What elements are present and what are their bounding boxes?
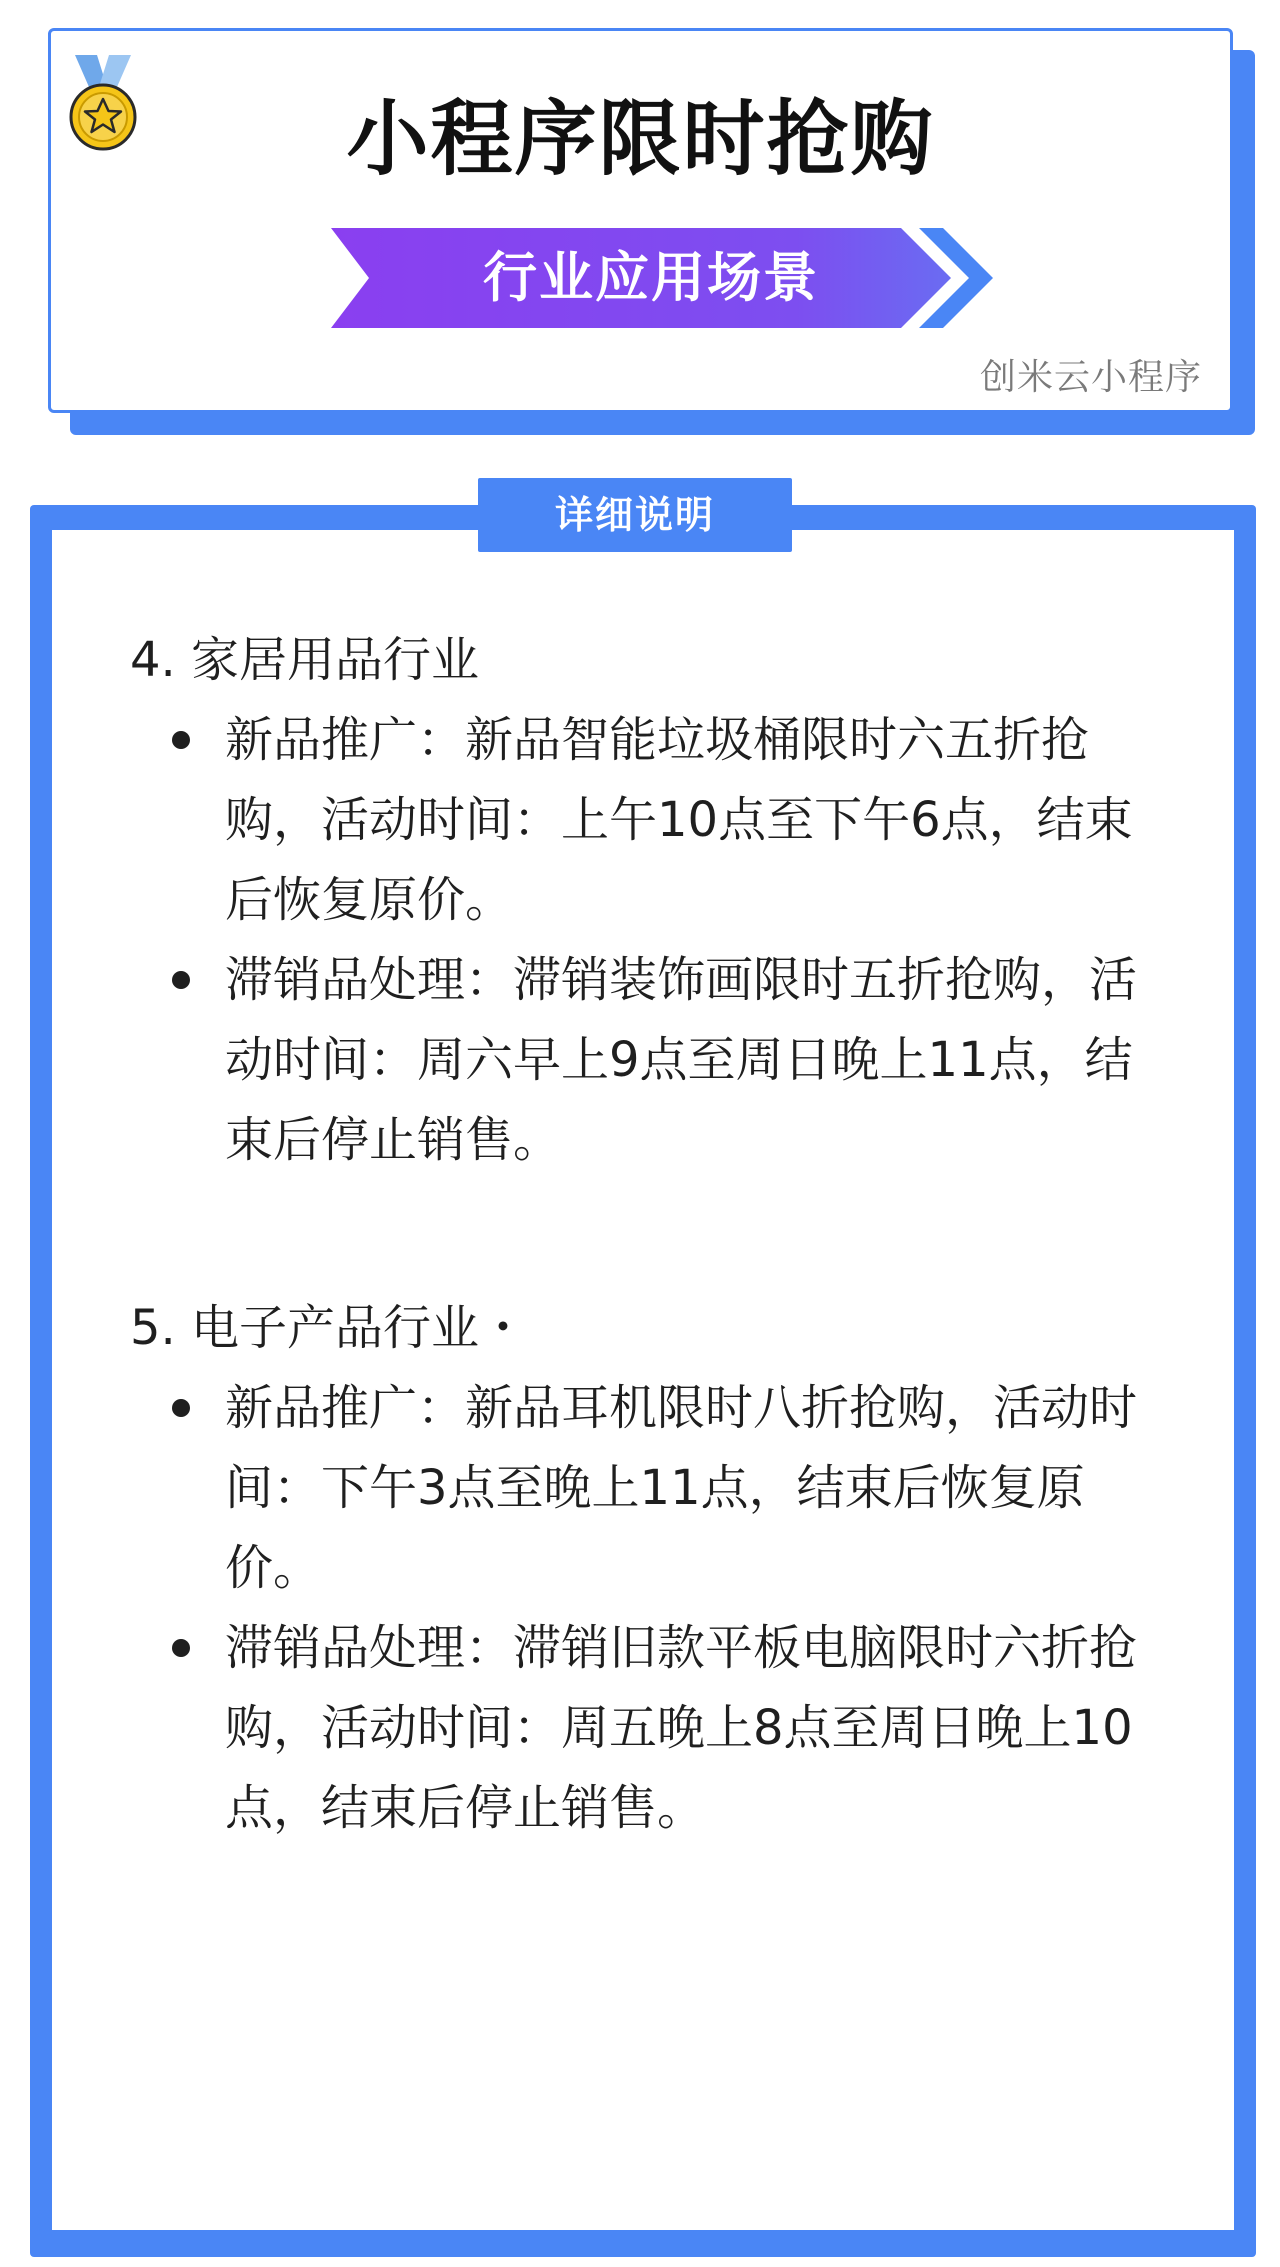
list-item: [130, 1368, 1150, 1608]
brand-name: 创米云小程序: [979, 357, 1202, 398]
list-item: [130, 940, 1150, 1180]
list-item-text: 滞销品处理：滞销旧款平板电脑限时六折抢购，活动时间：周五晚上8点至周日晚上10点，结束后停止销售。: [225, 1620, 1138, 1836]
bullet-dot-icon: [172, 1399, 190, 1417]
ribbon-label: 行业应用场景: [483, 246, 819, 309]
section-heading: 5. 电子产品行业・: [130, 1300, 528, 1356]
section-electronics: [130, 1288, 1150, 1848]
header-card: [48, 28, 1233, 413]
bullet-list: [130, 1368, 1150, 1848]
page-title: 小程序限时抢购: [346, 92, 935, 187]
list-item-text: 新品推广：新品智能垃圾桶限时六五折抢购，活动时间：上午10点至下午6点，结束后恢复原价。: [225, 712, 1133, 928]
detail-content: [130, 620, 1150, 1956]
detail-tab: 详细说明: [478, 478, 792, 552]
list-item-text: 滞销品处理：滞销装饰画限时五折抢购，活动时间：周六早上9点至周日晚上11点，结束后停止销售。: [225, 952, 1138, 1168]
bullet-list: [130, 700, 1150, 1180]
bullet-dot-icon: [172, 1639, 190, 1657]
section-home-goods: [130, 620, 1150, 1180]
list-item-text: 新品推广：新品耳机限时八折抢购，活动时间：下午3点至晚上11点，结束后恢复原价。: [225, 1380, 1138, 1596]
bullet-dot-icon: [172, 971, 190, 989]
bullet-dot-icon: [172, 731, 190, 749]
list-item: [130, 700, 1150, 940]
section-heading: 4. 家居用品行业: [130, 632, 480, 688]
list-item: [130, 1608, 1150, 1848]
scenario-ribbon: [331, 228, 1011, 328]
